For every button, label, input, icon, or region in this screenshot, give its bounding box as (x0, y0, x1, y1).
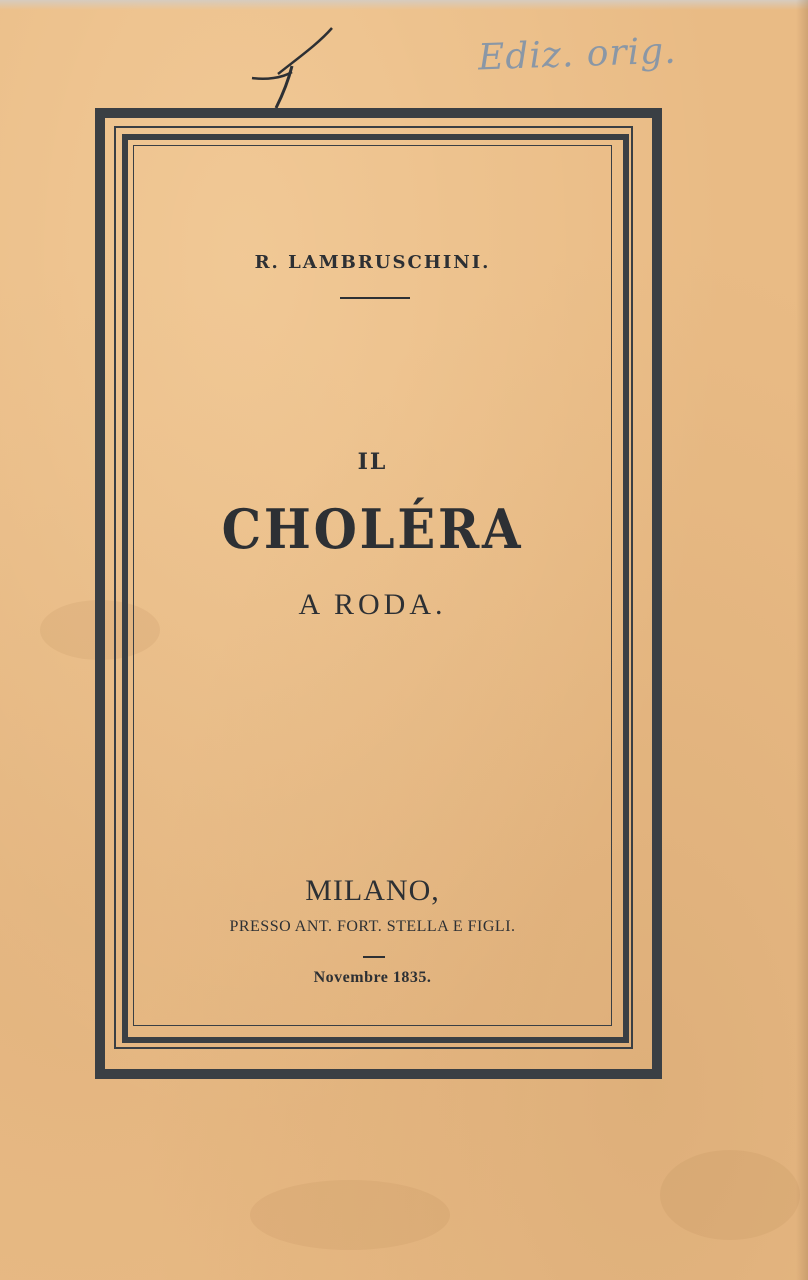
publication-city: MILANO, (305, 874, 440, 907)
title-prefix: IL (357, 449, 388, 475)
paper-stain (250, 1180, 450, 1250)
publication-date: Novembre 1835. (313, 969, 432, 986)
handwritten-note: Ediz. orig. (477, 30, 678, 79)
paper-stain (660, 1150, 800, 1240)
book-title: CHOLÉRA (221, 497, 524, 561)
handwritten-number (248, 26, 338, 112)
paper-top-edge (0, 0, 808, 10)
book-subtitle: A RODA. (298, 588, 447, 621)
publisher-line: PRESSO ANT. FORT. STELLA E FIGLI. (229, 918, 516, 935)
paper-right-edge (796, 0, 808, 1280)
separator-rule (340, 297, 410, 299)
author-name: R. LAMBRUSCHINI. (254, 252, 491, 273)
separator-rule-small (363, 956, 385, 958)
